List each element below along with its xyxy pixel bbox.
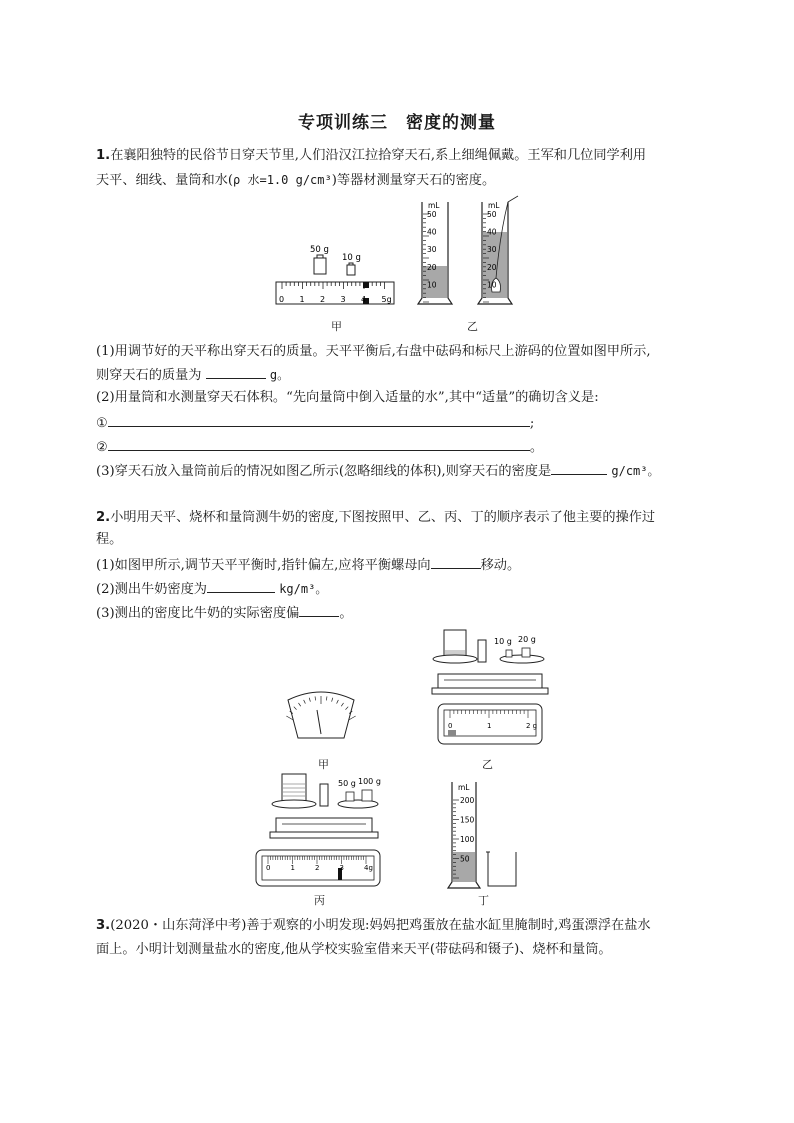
q1-density-unit: g/cm³。 <box>611 464 660 478</box>
q2-bing-tick-label: 2 <box>315 864 320 872</box>
q2-caption-ding: 丁 <box>478 894 489 907</box>
q2-ding-unit: mL <box>458 783 470 792</box>
q3-stem-1: (2020・山东菏泽中考)善于观察的小明发现:妈妈把鸡蛋放在盐水缸里腌制时,鸡蛋漂浮在盐水 <box>110 918 651 933</box>
q1-rho-water: ρ 水=1.0 g/cm³ <box>233 173 332 187</box>
q1-ruler-tick-label: 3 <box>340 295 346 304</box>
q2-part3-end: 。 <box>339 606 353 621</box>
q2-stem-1: 小明用天平、烧杯和量筒测牛奶的密度,下图按照甲、乙、丙、丁的顺序表示了他主要的操作过 <box>110 510 656 525</box>
q1-mass-blank[interactable] <box>206 364 266 379</box>
q2-ding-tick-label: 200 <box>460 796 475 805</box>
q2-part3 <box>96 602 353 624</box>
q2-figure-bing-balance <box>254 772 382 890</box>
q1-cyl-a-tick-label: 10 <box>427 280 437 290</box>
q2-bing-tick-label: 0 <box>266 864 271 872</box>
q1-part1-line2 <box>96 364 289 386</box>
q1-ruler-tick-label: 2 <box>320 295 326 304</box>
q1-rider <box>363 282 369 288</box>
q2-line1 <box>96 508 655 528</box>
q1-ruler <box>276 282 394 304</box>
q2-bing-tick-label: 4g <box>364 864 373 872</box>
q1-caption-yi: 乙 <box>467 320 478 333</box>
q2-bing-weight1-label: 50 g <box>338 779 356 788</box>
q2-ding-tick-label: 150 <box>460 815 475 825</box>
q2-caption-jia: 甲 <box>318 758 329 771</box>
q2-part1 <box>96 554 520 576</box>
q1-condition-1-blank[interactable] <box>108 412 530 427</box>
q1-ruler-tick-label: 1 <box>299 295 305 304</box>
q1-weight-50g-label: 50 g <box>310 245 329 255</box>
q1-part3-text: (3)穿天石放入量筒前后的情况如图乙所示(忽略细线的体积),则穿天石的密度是 <box>96 464 552 479</box>
q2-direction-blank[interactable] <box>431 554 481 569</box>
q2-yi-tick-label: 2 g <box>526 722 538 730</box>
q1-stem-2b: )等器材测量穿天石的密度。 <box>331 173 496 188</box>
q2-part2 <box>96 578 327 600</box>
q1-caption-jia: 甲 <box>331 320 342 333</box>
q1-ruler-tick-label: 0 <box>279 295 285 304</box>
q1-part1-line1: (1)用调节好的天平称出穿天石的质量。天平平衡后,右盘中砝码和标尺上游码的位置如图甲所示, <box>96 344 651 359</box>
q1-condition-2 <box>96 436 543 458</box>
q1-condition-2-marker: ② <box>96 440 108 455</box>
q2-ding-beaker <box>488 852 516 886</box>
q1-part1-text: 则穿天石的质量为 <box>96 368 202 383</box>
q2-caption-yi: 乙 <box>482 758 493 771</box>
q1-cyl-b-tick-label: 20 <box>487 262 497 272</box>
q1-cylinder-before <box>418 201 452 304</box>
q2-bias-blank[interactable] <box>299 602 339 617</box>
q1-condition-1-marker: ① <box>96 416 108 431</box>
q3-line1 <box>96 916 651 936</box>
q1-part2: (2)用量筒和水测量穿天石体积。“先向量筒中倒入适量的水”,其中“适量”的确切含义是: <box>96 390 599 405</box>
q1-condition-2-blank[interactable] <box>108 436 530 451</box>
q1-cyl-a-unit: mL <box>428 201 440 210</box>
q2-figure-ding-cylinder <box>446 778 526 890</box>
q1-weight-10g <box>342 253 361 275</box>
q1-density-blank[interactable] <box>551 460 607 475</box>
page-title: 专项训练三 密度的测量 <box>298 113 496 133</box>
q1-cyl-b-tick-label: 40 <box>487 227 497 237</box>
q1-cyl-a-tick-label: 20 <box>427 262 437 272</box>
q3-line2: 面上。小明计划测量盐水的密度,他从学校实验室借来天平(带砝码和镊子)、烧杯和量筒。 <box>96 942 612 957</box>
q2-bing-tick-label: 1 <box>290 864 295 872</box>
q1-line1 <box>96 146 646 166</box>
q1-cyl-a-tick-label: 30 <box>427 245 437 255</box>
q1-cyl-a-tick-label: 40 <box>427 227 437 237</box>
q2-yi-weight2-label: 20 g <box>518 635 536 644</box>
q2-yi-tick-label: 0 <box>448 722 453 730</box>
q1-condition-1 <box>96 412 534 434</box>
q2-part1-end: 移动。 <box>480 558 521 573</box>
q2-density-unit: kg/m³。 <box>279 582 328 596</box>
q1-figure <box>270 194 530 334</box>
q2-yi-weight1-label: 10 g <box>494 637 512 646</box>
q1-ruler-tick-label: 4 <box>361 295 367 304</box>
q2-bing-tick-label: 3 <box>339 864 344 872</box>
q2-caption-bing: 丙 <box>314 894 325 907</box>
q1-cyl-b-tick-label: 50 <box>487 210 497 219</box>
q1-cyl-b-tick-label: 30 <box>487 245 497 255</box>
q2-line2: 程。 <box>96 532 123 547</box>
q2-density-blank[interactable] <box>207 578 275 593</box>
q1-number: 1. <box>96 148 111 163</box>
q1-cyl-b-unit: mL <box>488 201 500 210</box>
q1-weight-50g <box>310 245 329 274</box>
q1-part3 <box>96 460 660 482</box>
q1-cyl-b-tick-label: 10 <box>487 280 497 290</box>
q2-part1-text: (1)如图甲所示,调节天平平衡时,指针偏左,应将平衡螺母向 <box>96 558 431 573</box>
q2-yi-tick-label: 1 <box>487 722 492 730</box>
q1-cyl-a-tick-label: 50 <box>427 210 437 219</box>
q2-part3-text: (3)测出的密度比牛奶的实际密度偏 <box>96 606 300 621</box>
q1-weight-10g-label: 10 g <box>342 253 361 263</box>
q2-ding-tick-label: 50 <box>460 854 470 864</box>
q2-ding-tick-label: 100 <box>460 835 475 844</box>
q2-figure-jia-dial <box>284 686 358 742</box>
q2-bing-weight2-label: 100 g <box>358 777 381 786</box>
q2-figure-yi-balance <box>430 628 550 748</box>
q1-mass-unit: g。 <box>269 368 290 382</box>
q1-stem-2a: 天平、细线、量筒和水( <box>96 173 234 188</box>
q3-number: 3. <box>96 918 111 933</box>
q1-stem-1: 在襄阳独特的民俗节日穿天节里,人们沿汉江拉拾穿天石,系上细绳佩戴。王军和几位同学利用 <box>110 148 647 163</box>
q1-condition-2-end: 。 <box>529 440 544 455</box>
q1-cylinder-after <box>478 196 518 304</box>
q1-condition-1-end: ; <box>529 416 535 431</box>
q2-part2-text: (2)测出牛奶密度为 <box>96 582 207 597</box>
q1-ruler-tick-label: 5g <box>381 295 392 304</box>
q1-line2 <box>96 170 495 191</box>
q2-number: 2. <box>96 510 111 525</box>
